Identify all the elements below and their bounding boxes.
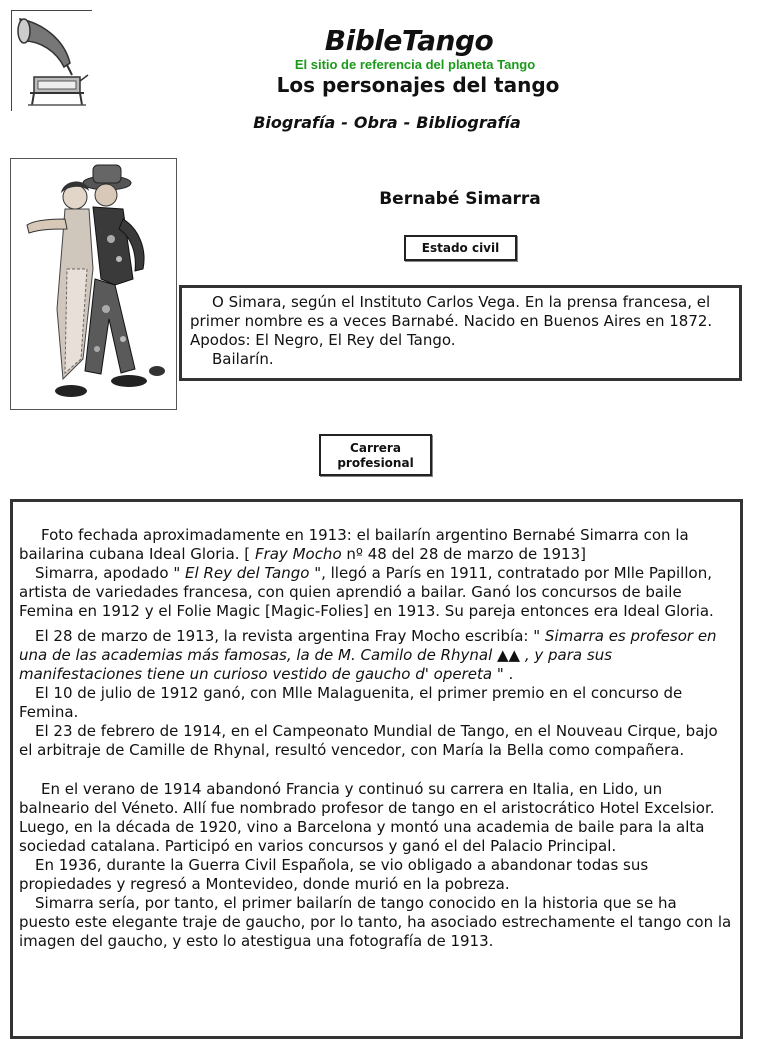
- nav-bibliografia-link[interactable]: Bibliografía: [416, 113, 521, 132]
- nav-separator: -: [341, 113, 348, 132]
- career-tab[interactable]: [319, 434, 432, 476]
- site-tagline: El sitio de referencia del planeta Tango: [294, 57, 536, 72]
- sub-navigation: [0, 113, 768, 132]
- career-paragraph-8: Simarra sería, por tanto, el primer bailarín de tango conocido en la historia que se ha puesto este elegante traje de gaucho, por lo tanto, ha asociado estrechamente el tango con la imagen del gaucho, y esto lo atestigua una fotografía de 1913.: [19, 894, 732, 950]
- text-segment: Foto fechada aproximadamente en 1913: el bailarín argentino Bernabé Simarra con la bailarina cubana Ideal Gloria. [: [19, 526, 689, 563]
- nickname-quote: El Rey del Tango: [185, 564, 310, 582]
- text-segment: Simarra, apodado ": [35, 564, 186, 582]
- page-title: Los personajes del tango: [276, 73, 560, 97]
- civil-status-tab[interactable]: Estado civil: [404, 235, 517, 261]
- person-photo: [10, 158, 177, 410]
- career-paragraph-7: En 1936, durante la Guerra Civil Española, se vio obligado a abandonar todas sus propiedades y regresó a Montevideo, donde murió en la pobreza.: [19, 856, 649, 893]
- person-name: Bernabé Simarra: [379, 189, 541, 209]
- nav-obra-link[interactable]: Obra: [353, 113, 398, 132]
- text-segment: nº 48 del 28 de marzo de 1913]: [341, 545, 586, 563]
- career-paragraph-1: [19, 526, 732, 564]
- civil-paragraph: O Simara, según el Instituto Carlos Vega. En la prensa francesa, el primer nombre es a veces Barnabé. Nacido en Buenos Aires en 1872. Apodos: El Negro, El Rey del Tango.: [190, 293, 713, 349]
- career-paragraph-3: [19, 627, 732, 684]
- text-segment: El 28 de marzo de 1913, la revista argentina Fray Mocho escribía: ": [35, 627, 545, 645]
- text-segment: ", llegó a París en 1911, contratado por Mlle Papillon, artista de variedades francesa, con quien aprendió a bailar. Ganó los concursos de baile Femina en 1912 y el Folie Magic [Magic-Folies] en 1913. Su pareja entonces era Ideal Gloria.: [19, 564, 714, 620]
- career-tab-label-line2: profesional: [337, 456, 414, 470]
- text-segment: " .: [492, 665, 514, 683]
- press-quote: Simarra es profesor en una de las academias más famosas, la de M. Camilo de Rhynal ▲▲ , y para sus manifestaciones tiene un curioso vestido de gaucho d' opereta: [19, 627, 717, 683]
- site-brand[interactable]: BibleTango: [324, 24, 494, 57]
- civil-occupation: Bailarín.: [212, 350, 274, 368]
- career-paragraph-5: El 23 de febrero de 1914, en el Campeonato Mundial de Tango, en el Nouveau Cirque, bajo el arbitraje de Camille de Rhynal, resultó vencedor, con María la Bella como compañera.: [19, 722, 718, 759]
- career-paragraph-4: El 10 de julio de 1912 ganó, con Mlle Malaguenita, el primer premio en el concurso de Femina.: [19, 684, 683, 721]
- publication-title: Fray Mocho: [254, 545, 342, 563]
- career-paragraph-2: [19, 564, 732, 621]
- career-tab-label-line1: Carrera: [350, 441, 401, 455]
- nav-separator: -: [403, 113, 411, 132]
- nav-biografia-link[interactable]: Biografía: [253, 113, 336, 132]
- tango-dancers-photo: [11, 159, 176, 409]
- career-paragraph-6: En el verano de 1914 abandonó Francia y continuó su carrera en Italia, en Lido, un balneario del Véneto. Allí fue nombrado profesor de tango en el aristocrático Hotel Excelsior. Luego, en la década de 1920, vino a Barcelona y montó una academia de baile para la alta sociedad catalana. Participó en varios concursos y ganó el del Palacio Principal.: [19, 780, 715, 855]
- civil-status-panel: [179, 285, 742, 381]
- career-panel: [10, 499, 743, 1039]
